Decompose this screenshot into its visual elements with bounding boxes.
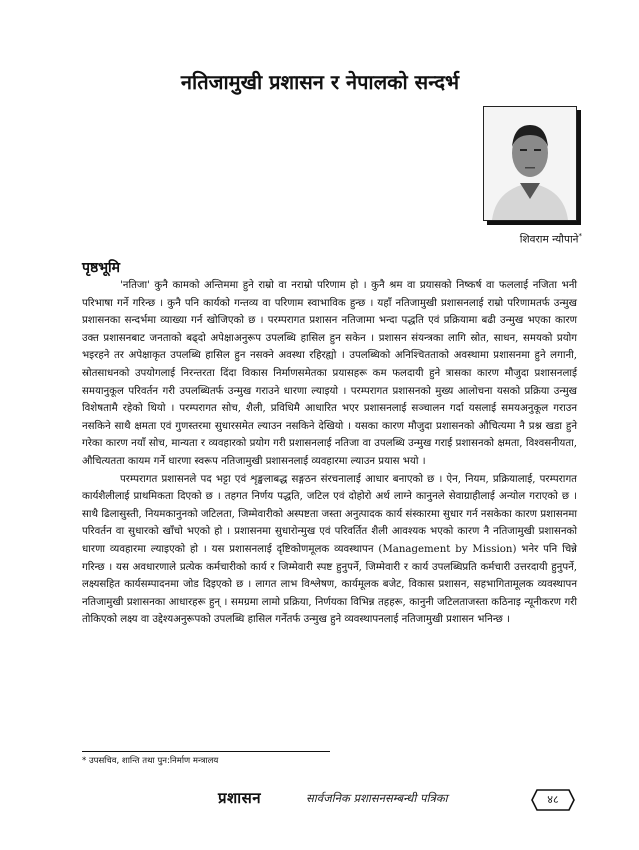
author-footnote-marker: * — [578, 232, 582, 240]
footer-brand: प्रशासन — [218, 789, 262, 807]
author-name-text: शिवराम न्यौपाने — [519, 233, 579, 246]
page-number-badge — [531, 789, 575, 811]
footer-tagline: सार्वजनिक प्रशासनसम्बन्धी पत्रिका — [306, 791, 448, 805]
paragraph-2: परम्परागत प्रशासनले पद भट्टा एवं शृङ्खलाबद्ध सङ्गठन संरचनालाई आधार बनाएको छ । ऐन, नियम, प्रक्रियालाई, परम्परागत कार्यशैलीलाई प्राथमिकता दिएको छ । तहगत निर्णय पद्धति, जटिल एवं दोहोरो अर्थ लाग्ने कानुनले सेवाग्राहीलाई अन्योल गराएको छ । साथै ढिलासुस्ती, नियमकानुनको जटिलता, जिम्मेवारीको अस्पष्टता जस्ता अनुत्पादक कार्य संस्कारमा सुधार गर्न नसकेका कारण प्रशासनमा परिवर्तन वा सुधारको खाँचो भएको हो । प्रशासनमा सुधारोन्मुख एवं परिवर्तित शैली आवश्यक भएको कारण नै नतिजामुखी प्रशासनको धारणा व्यवहारमा ल्याइएको हो । यस प्रशासनलाई दृष्टिकोणमूलक व्यवस्थापन (Management by Mission) भनेर पनि चिन्ने गरिन्छ । यस अवधारणाले प्रत्येक कर्मचारीको कार्य र जिम्मेवारी स्पष्ट हुनुपर्ने, जिम्मेवारी र कार्य उपलब्धिप्रति कर्मचारी उत्तरदायी हुनुपर्ने, लक्ष्यसहित कार्यसम्पादनमा जोड दिइएको छ । लागत लाभ विश्लेषण, कार्यमूलक बजेट, विकास प्रशासन, सहभागितामूलक व्यवस्थापन नतिजामुखी प्रशासनका आधारहरू हुन् । समग्रमा लामो प्रक्रिया, निर्णयका विभिन्न तहहरू, कानुनी जटिलताजस्ता कठिनाइ न्यूनीकरण गरी तोकिएको लक्ष्य वा उद्देश्यअनुरूपको उपलब्धि हासिल गर्नेतर्फ उन्मुख हुने व्यवस्थापनलाई नतिजामुखी प्रशासन भनिन्छ । — [82, 473, 577, 626]
paragraph-1: 'नतिजा' कुनै कामको अन्तिममा हुने राम्रो वा नराम्रो परिणाम हो । कुनै श्रम वा प्रयासको निष्कर्ष वा फललाई नजिता भनी परिभाषा गर्ने गरिन्छ । कुनै पनि कार्यको गन्तव्य वा परिणाम स्वाभाविक हुन्छ । यहाँ नतिजामुखी प्रशासनलाई राम्रो परिणामतर्फ उन्मुख प्रशासनका सन्दर्भमा व्याख्या गर्न खोजिएको छ । परम्परागत प्रशासन नतिजामा भन्दा पद्धति एवं प्रक्रियामा बढी उन्मुख भएका कारण उक्त प्रशासनबाट जनताको बढ्दो अपेक्षाअनुरूप उपलब्धि हासिल हुन सकेन । प्रशासन संयन्त्रका लागि स्रोत, साधन, समयको प्रयोग भइरहने तर अपेक्षाकृत उपलब्धि हासिल हुन नसक्ने अवस्था रहिरह्यो । उपलब्धिको अनिश्चितताको अवस्थामा प्रशासनमा हुने लगानी, स्रोतसाधनको उपयोगलाई निरन्तरता दिंदा विकास निर्माणसमेतका प्रयासहरू कम फलदायी हुने त्रासका कारण मौजुदा प्रशासनलाई समयानुकूल परिवर्तन गरी उपलब्धितर्फ उन्मुख गराउने धारणा ल्याइयो । परम्परागत प्रशासनको मुख्य आलोचना यसको प्रक्रिया उन्मुख विशेषतामै रहेको थियो । परम्परागत सोच, शैली, प्रविधिमै आधारित भएर प्रशासनलाई सञ्चालन गर्दा यसलाई समयअनुकूल गराउन नसकिने साथै क्षमता एवं गुणस्तरमा सुधारसमेत ल्याउन नसकिने देखियो । यसका कारण मौजुदा प्रशासनको औचित्यमा नै प्रश्न खडा हुने गरेका कारण नयाँ सोच, मान्यता र व्यवहारको प्रयोग गरी प्रशासनलाई नतिजा वा उपलब्धि उन्मुख गराई प्रशासनको क्षमता, विश्वसनीयता, औचित्यतता कायम गर्ने धारणा स्वरूप नतिजामुखी प्रशासनलाई व्यवहारमा ल्याउन प्रयास भयो । — [82, 280, 577, 467]
article-title: नतिजामुखी प्रशासन र नेपालको सन्दर्भ — [180, 70, 460, 94]
author-name — [470, 232, 582, 247]
page-number: ४८ — [547, 793, 559, 806]
author-photo — [483, 106, 577, 221]
footnote-divider — [82, 751, 330, 752]
portrait-photo-icon — [484, 107, 576, 220]
footnote: * उपसचिव, शान्ति तथा पुन:निर्माण मन्त्रालय — [82, 756, 219, 766]
article-body — [82, 277, 577, 629]
section-heading: पृष्ठभूमि — [82, 260, 121, 276]
